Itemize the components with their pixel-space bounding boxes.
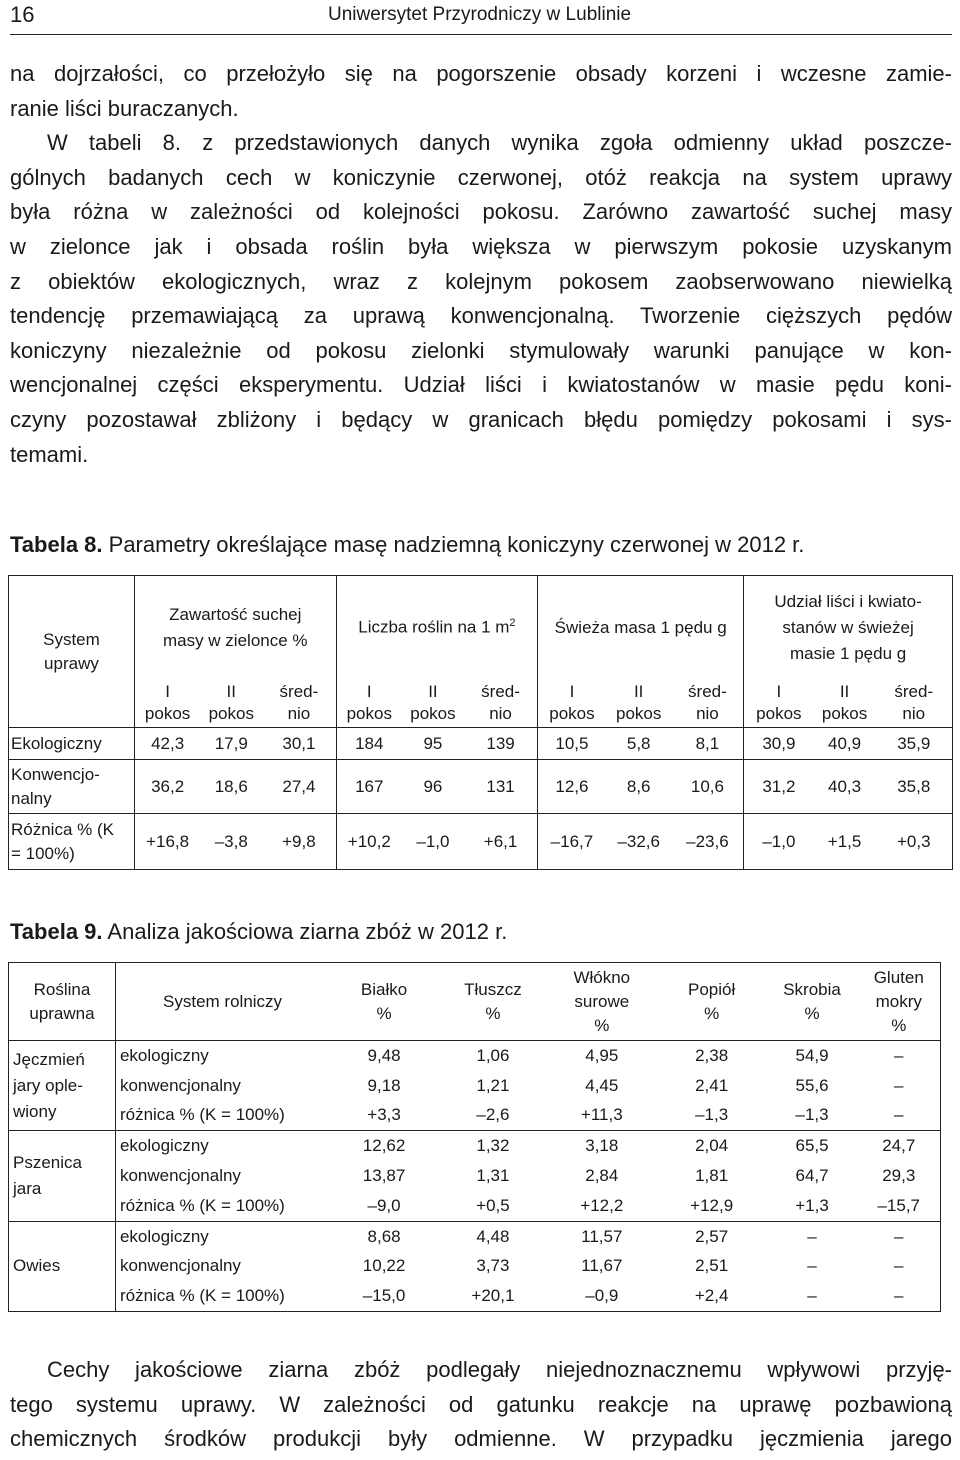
table9-cell: 8,68 <box>367 1226 401 1246</box>
table9-cell: 4,48 <box>476 1226 510 1246</box>
text-line: ranie liści buraczanych. <box>10 95 239 121</box>
table8-cell: 8,1 <box>672 728 744 760</box>
table8-subheader: II pokos <box>208 682 254 724</box>
table8-subheader: II pokos <box>615 682 662 724</box>
text-line: gólnych badanych cech w koniczynie czerwonej, otóż reakcja na system uprawy <box>10 164 952 190</box>
table-row <box>9 1221 941 1251</box>
table8-cell: 31,2 <box>744 760 814 814</box>
text-line: wencjonalnej części eksperymentu. Udział liści i kwiatostanów w masie pędu koni- <box>10 372 952 398</box>
table8-cell: 139 <box>464 728 538 760</box>
table9-cell: 9,18 <box>367 1075 401 1095</box>
table9-header: System rolniczy <box>115 963 329 1041</box>
table-row <box>9 814 953 870</box>
table9-cell: –9,0 <box>329 1191 439 1221</box>
table9-cell: +11,3 <box>547 1101 657 1131</box>
table8-cell: 95 <box>402 728 464 760</box>
table8-cell: +6,1 <box>464 814 538 870</box>
table9-cell: 2,41 <box>695 1075 729 1095</box>
table8-cell: +16,8 <box>134 814 200 870</box>
superscript: 2 <box>509 617 516 630</box>
table8-cell: –32,6 <box>606 814 672 870</box>
table8-caption-text: Parametry określające masę nadziemną koniczyny czerwonej w 2012 r. <box>102 532 805 557</box>
table9-cell: 10,22 <box>362 1256 406 1276</box>
table8-cell: 96 <box>402 760 464 814</box>
table8-cell: 18,6 <box>200 760 262 814</box>
table-row <box>9 728 953 760</box>
table9-cell: 29,3 <box>882 1166 916 1186</box>
table9-cell: +12,9 <box>657 1191 767 1221</box>
table9-cell: 11,67 <box>581 1256 623 1276</box>
table8-cell: 131 <box>464 760 538 814</box>
table8-cell: 36,2 <box>134 760 200 814</box>
table-row <box>9 1071 941 1101</box>
table9-cell: –15,7 <box>858 1191 941 1221</box>
text-line: na dojrzałości, co przełożyło się na pogorszenie obsady korzeni i wczesne zamie- <box>10 61 952 86</box>
table8-subheader: I pokos <box>346 682 392 724</box>
table8-cell: 184 <box>336 728 402 760</box>
table8-subheader: I pokos <box>549 682 595 724</box>
table-row <box>9 1161 941 1191</box>
table8-group-header: Zawartość suchej masy w zielonce % <box>134 576 336 680</box>
table9-cell: 2,51 <box>695 1256 729 1276</box>
intro-text <box>10 57 952 472</box>
text-line: chemicznych środków produkcji były odmienne. W przypadku jęczmienia jarego <box>10 1426 952 1452</box>
table8-cell: +1,5 <box>814 814 876 870</box>
table-row <box>9 1101 941 1131</box>
table9-system: konwencjonalny <box>119 1166 241 1186</box>
text-line: temami. <box>10 441 89 467</box>
table-row <box>9 760 953 814</box>
table8-subheader: śred-nio <box>876 680 953 728</box>
table9-system: konwencjonalny <box>119 1256 241 1276</box>
table9-cell: 4,95 <box>585 1045 619 1065</box>
table9-cell: +20,1 <box>471 1286 515 1306</box>
table8-cell: –3,8 <box>200 814 262 870</box>
table8-cell: 42,3 <box>134 728 200 760</box>
table8-subheader: śred-nio <box>672 680 744 728</box>
table9-cell: 9,48 <box>367 1045 401 1065</box>
table8-cell: 167 <box>336 760 402 814</box>
table9-cell: 11,57 <box>581 1226 623 1246</box>
table9-system: ekologiczny <box>119 1226 209 1246</box>
table8-cell: 12,6 <box>538 760 606 814</box>
table8-cell: 40,3 <box>814 760 876 814</box>
table8-caption <box>10 532 804 558</box>
table9-caption-label: Tabela 9. <box>10 919 103 944</box>
table9-cell: +3,3 <box>329 1101 439 1131</box>
table9-cell: – <box>807 1226 817 1246</box>
table8-cell: –1,0 <box>402 814 464 870</box>
table9-header: Gluten mokry % <box>858 963 941 1041</box>
table9-cell: –1,3 <box>767 1101 858 1131</box>
table8-subheader: śred-nio <box>464 680 538 728</box>
table8-cell: 10,5 <box>538 728 606 760</box>
table-row <box>9 1191 941 1221</box>
table9-cell: 12,62 <box>362 1136 406 1156</box>
page-header <box>10 0 952 35</box>
table9-header: Tłuszcz % <box>439 963 547 1041</box>
text-line: koniczyny niezależnie od pokosu zielonki stymulowały warunki panujące w kon- <box>10 337 952 363</box>
text-line: W tabeli 8. z przedstawionych danych wynika zgoła odmienny układ poszcze- <box>47 130 952 156</box>
table9-cell: 2,04 <box>695 1136 729 1156</box>
table9-cell: – <box>894 1075 904 1095</box>
table9-cell: – <box>807 1256 817 1276</box>
table9-cell: 2,84 <box>585 1166 619 1186</box>
table8-cell: 8,6 <box>606 760 672 814</box>
table9-cell: 4,45 <box>585 1075 619 1095</box>
table9-cell: 1,31 <box>476 1166 510 1186</box>
table8-system-header: System uprawy <box>9 576 135 728</box>
table8-cell: +10,2 <box>336 814 402 870</box>
table9-cell: – <box>807 1286 817 1306</box>
table8-cell: 35,9 <box>876 728 953 760</box>
table9-cell: 65,5 <box>795 1136 829 1156</box>
body-paragraph <box>10 126 952 472</box>
table9-cell: 54,9 <box>795 1045 829 1065</box>
table9 <box>8 962 941 1312</box>
table9-cell: – <box>894 1286 904 1306</box>
table9-header: Włókno surowe % <box>547 963 657 1041</box>
table9-cell: –15,0 <box>362 1286 406 1306</box>
table9-system: konwencjonalny <box>119 1075 241 1095</box>
table8-cell: –16,7 <box>538 814 606 870</box>
table9-caption <box>10 919 507 945</box>
table9-cell: 1,81 <box>695 1166 729 1186</box>
table8-group-header: Udział liści i kwiato-stanów w świeżej masie 1 pędu g <box>744 576 953 680</box>
table8-cell: +0,3 <box>876 814 953 870</box>
table9-cell: – <box>894 1045 904 1065</box>
table8-subheader: I pokos <box>756 682 802 724</box>
table8-group-header: Świeża masa 1 pędu g <box>538 576 744 680</box>
intro-paragraph <box>10 57 952 126</box>
table9-cell: +0,5 <box>439 1191 547 1221</box>
text-line: tendencję przemawiającą za uprawą konwencjonalną. Tworzenie cięższych pędów <box>10 303 952 329</box>
text-line: w zielonce jak i obsada roślin była większa w pierwszym pokosie uzyskanym <box>10 233 952 259</box>
table9-crop: Pszenica jara <box>9 1131 116 1221</box>
table9-cell: 1,32 <box>476 1136 510 1156</box>
table9-cell: – <box>894 1256 904 1276</box>
table9-cell: +12,2 <box>547 1191 657 1221</box>
table9-header: Popiół % <box>657 963 767 1041</box>
table8-cell: –23,6 <box>672 814 744 870</box>
table8-row-label: Różnica % (K = 100%) <box>9 814 135 870</box>
table9-crop: Owies <box>9 1221 116 1311</box>
table8-cell: 35,8 <box>876 760 953 814</box>
table9-cell: +1,3 <box>767 1191 858 1221</box>
table8-cell: +9,8 <box>262 814 336 870</box>
table8-subheader: I pokos <box>144 682 191 724</box>
table9-system: różnica % (K = 100%) <box>115 1101 329 1131</box>
table9-cell: –2,6 <box>439 1101 547 1131</box>
table8 <box>8 575 953 870</box>
text-line: była różna w zależności od kolejności pokosu. Zarówno zawartość suchej masy <box>10 199 952 225</box>
table9-system: różnica % (K = 100%) <box>119 1286 285 1306</box>
table8-cell: 30,1 <box>262 728 336 760</box>
table9-header-row <box>9 963 941 1041</box>
table9-system: ekologiczny <box>119 1045 209 1065</box>
table8-subheader: II pokos <box>410 682 456 724</box>
table8-subheader: śred-nio <box>262 680 336 728</box>
table9-header: Roślina uprawna <box>9 963 116 1041</box>
table9-cell: – <box>894 1226 904 1246</box>
closing-text <box>10 1353 952 1457</box>
table9-cell: 1,06 <box>476 1045 510 1065</box>
table8-cell: 17,9 <box>200 728 262 760</box>
table8-row-label: Ekologiczny <box>9 728 135 760</box>
table9-crop: Jęczmień jary ople-wiony <box>9 1041 116 1131</box>
table8-cell: 27,4 <box>262 760 336 814</box>
closing-paragraph <box>10 1353 952 1457</box>
table9-cell: –1,3 <box>657 1101 767 1131</box>
table9-cell: 55,6 <box>795 1075 829 1095</box>
text-line: tego systemu uprawy. W zależności od gatunku reakcje na uprawę pozbawioną <box>10 1391 952 1417</box>
table9-system: różnica % (K = 100%) <box>115 1191 329 1221</box>
table9-cell: 3,73 <box>476 1256 510 1276</box>
table9-header: Skrobia % <box>767 963 858 1041</box>
text-line: czyny pozostawał zbliżony i będący w granicach błędu pomiędzy pokosami i sys- <box>10 406 952 432</box>
table9-cell: 2,57 <box>695 1226 729 1246</box>
table9-cell: 13,87 <box>362 1166 406 1186</box>
table9-header: Białko % <box>329 963 439 1041</box>
table9-cell: 24,7 <box>882 1136 916 1156</box>
table-row <box>9 1131 941 1161</box>
table9-cell: 3,18 <box>585 1136 619 1156</box>
table9-cell: 2,38 <box>695 1045 729 1065</box>
table9-cell: +2,4 <box>694 1286 729 1306</box>
text-line: Cechy jakościowe ziarna zbóż podlegały niejednoznacznemu wpływowi przyję- <box>47 1357 952 1382</box>
table9-cell: 64,7 <box>795 1166 829 1186</box>
table8-cell: –1,0 <box>744 814 814 870</box>
table8-cell: 40,9 <box>814 728 876 760</box>
table9-cell: 1,21 <box>476 1075 510 1095</box>
table8-subheader: II pokos <box>821 682 868 724</box>
table8-cell: 30,9 <box>744 728 814 760</box>
text-line: z obiektów ekologicznych, wraz z kolejnym pokosem zaobserwowano niewielką <box>10 268 952 294</box>
table9-cell: –0,9 <box>585 1286 619 1306</box>
table8-cell: 5,8 <box>606 728 672 760</box>
table9-cell: – <box>858 1101 941 1131</box>
table8-row-label: Konwencjo-nalny <box>9 760 135 814</box>
table8-caption-label: Tabela 8. <box>10 532 103 557</box>
table-row <box>9 1041 941 1071</box>
table-row <box>9 1252 941 1282</box>
table8-header-row <box>9 576 953 680</box>
table8-subheader-row <box>9 680 953 728</box>
table8-cell: 10,6 <box>672 760 744 814</box>
running-title: Uniwersytet Przyrodniczy w Lublinie <box>328 4 632 25</box>
table9-caption-text: Analiza jakościowa ziarna zbóż w 2012 r. <box>102 919 508 944</box>
table8-group-header: Liczba roślin na 1 $m^2$ <box>336 576 538 680</box>
table-row <box>9 1281 941 1311</box>
table9-system: ekologiczny <box>119 1136 209 1156</box>
page-number: 16 <box>10 2 35 27</box>
